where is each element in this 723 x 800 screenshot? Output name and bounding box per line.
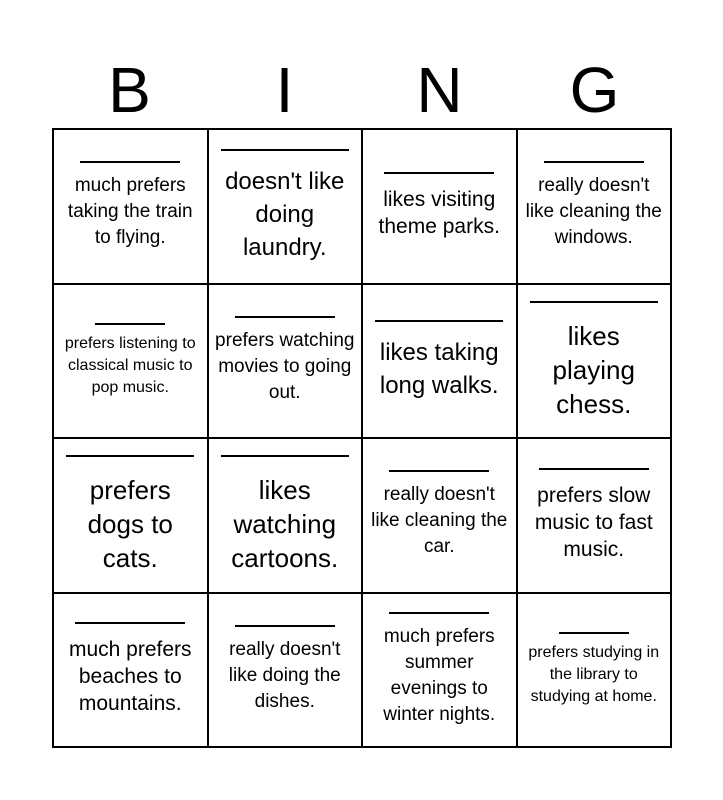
cell-text: much prefers taking the train to flying. bbox=[67, 175, 193, 249]
blank-line bbox=[384, 172, 494, 174]
cell-text: likes watching cartoons. bbox=[231, 475, 339, 574]
blank-line bbox=[539, 468, 649, 470]
bingo-cell[interactable] bbox=[518, 285, 673, 440]
bingo-cell[interactable] bbox=[54, 285, 209, 440]
bingo-cell[interactable] bbox=[54, 594, 209, 749]
bingo-cell[interactable] bbox=[54, 439, 209, 594]
bingo-cell[interactable] bbox=[209, 439, 364, 594]
bingo-cell[interactable] bbox=[363, 130, 518, 285]
cell-text: really doesn't like cleaning the car. bbox=[371, 484, 508, 558]
cell-text: likes playing chess. bbox=[552, 320, 635, 419]
header-letter-g: G bbox=[569, 54, 620, 126]
blank-line bbox=[235, 316, 335, 318]
header-letter-i: I bbox=[275, 54, 294, 126]
blank-line bbox=[66, 455, 194, 457]
cell-text: doesn't like doing laundry. bbox=[225, 167, 345, 261]
blank-line bbox=[530, 301, 658, 303]
blank-line bbox=[80, 161, 180, 163]
blank-line bbox=[559, 632, 629, 634]
blank-line bbox=[221, 455, 349, 457]
bingo-cell[interactable] bbox=[209, 285, 364, 440]
cell-text: likes visiting theme parks. bbox=[378, 188, 500, 239]
bingo-header bbox=[52, 52, 672, 128]
blank-line bbox=[75, 622, 185, 624]
blank-line bbox=[375, 320, 503, 322]
cell-text: prefers watching movies to going out. bbox=[215, 329, 355, 403]
cell-text: much prefers summer evenings to winter nights. bbox=[383, 625, 496, 725]
cell-text: prefers slow music to fast music. bbox=[534, 483, 653, 561]
blank-line bbox=[389, 470, 489, 472]
bingo-cell[interactable] bbox=[518, 594, 673, 749]
bingo-cell[interactable] bbox=[363, 285, 518, 440]
cell-text: prefers listening to classical music to pop music. bbox=[64, 334, 196, 396]
header-letter-b: B bbox=[108, 54, 151, 126]
cell-text: prefers studying in the library to studying at home. bbox=[528, 643, 660, 705]
blank-line bbox=[95, 323, 165, 325]
header-letter-n: N bbox=[416, 54, 463, 126]
bingo-cell[interactable] bbox=[363, 439, 518, 594]
bingo-grid bbox=[52, 128, 672, 748]
bingo-cell[interactable] bbox=[518, 130, 673, 285]
cell-text: prefers dogs to cats. bbox=[87, 475, 173, 574]
cell-text: much prefers beaches to mountains. bbox=[68, 638, 192, 716]
bingo-cell[interactable] bbox=[363, 594, 518, 749]
bingo-cell[interactable] bbox=[209, 130, 364, 285]
cell-text: likes taking long walks. bbox=[379, 338, 499, 399]
blank-line bbox=[389, 612, 489, 614]
blank-line bbox=[544, 161, 644, 163]
blank-line bbox=[235, 625, 335, 627]
bingo-cell[interactable] bbox=[518, 439, 673, 594]
bingo-cell[interactable] bbox=[209, 594, 364, 749]
cell-text: really doesn't like cleaning the windows. bbox=[525, 175, 662, 249]
bingo-cell[interactable] bbox=[54, 130, 209, 285]
cell-text: really doesn't like doing the dishes. bbox=[228, 638, 341, 712]
blank-line bbox=[221, 149, 349, 151]
